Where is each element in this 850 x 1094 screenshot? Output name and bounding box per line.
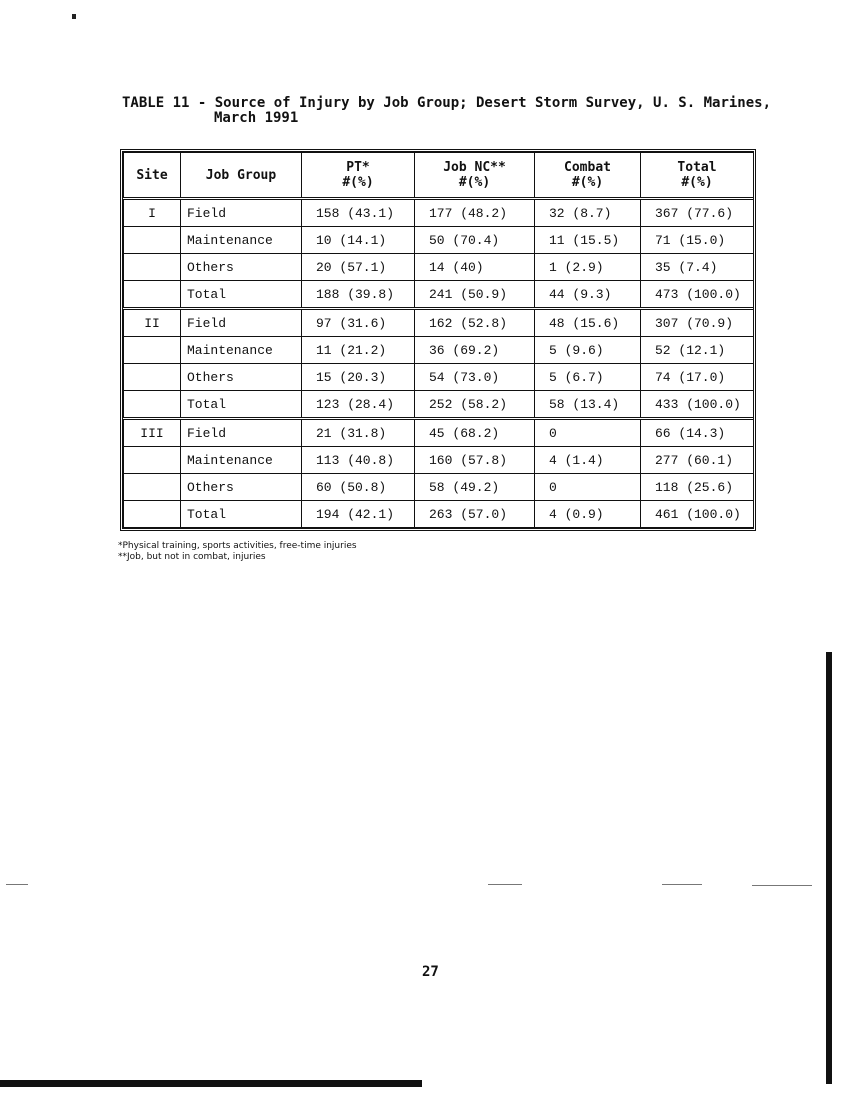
header-pt-sub: #(%) xyxy=(342,175,374,190)
job-group-cell: Field xyxy=(181,419,302,447)
header-job-nc-label: Job NC** xyxy=(443,160,506,175)
table-row xyxy=(124,281,754,309)
table-row xyxy=(124,391,754,419)
combat-cell: 1 (2.9) xyxy=(535,254,641,281)
header-pt-label: PT* xyxy=(346,160,370,175)
pt-cell: 113 (40.8) xyxy=(302,447,415,474)
header-total xyxy=(641,153,754,199)
job-group-cell: Others xyxy=(181,254,302,281)
table-row xyxy=(124,419,754,447)
job-group-cell: Total xyxy=(181,281,302,309)
table-row xyxy=(124,227,754,254)
total-cell: 74 (17.0) xyxy=(641,364,754,391)
scan-mark xyxy=(752,885,812,886)
table-row xyxy=(124,309,754,337)
scan-speck xyxy=(72,14,76,19)
job-group-cell: Others xyxy=(181,474,302,501)
table-row xyxy=(124,199,754,227)
scan-mark xyxy=(6,884,28,885)
pt-cell: 194 (42.1) xyxy=(302,501,415,528)
total-cell: 35 (7.4) xyxy=(641,254,754,281)
total-cell: 307 (70.9) xyxy=(641,309,754,337)
pt-cell: 11 (21.2) xyxy=(302,337,415,364)
combat-cell: 4 (0.9) xyxy=(535,501,641,528)
site-cell xyxy=(124,254,181,281)
table-row xyxy=(124,364,754,391)
site-cell xyxy=(124,447,181,474)
scan-edge-bottom xyxy=(0,1080,422,1087)
job-nc-cell: 36 (69.2) xyxy=(415,337,535,364)
site-cell xyxy=(124,227,181,254)
total-cell: 461 (100.0) xyxy=(641,501,754,528)
pt-cell: 60 (50.8) xyxy=(302,474,415,501)
header-combat xyxy=(535,153,641,199)
job-nc-cell: 252 (58.2) xyxy=(415,391,535,419)
total-cell: 367 (77.6) xyxy=(641,199,754,227)
header-job-nc-sub: #(%) xyxy=(458,175,491,190)
job-group-cell: Maintenance xyxy=(181,337,302,364)
table-row xyxy=(124,337,754,364)
job-group-cell: Field xyxy=(181,199,302,227)
combat-cell: 44 (9.3) xyxy=(535,281,641,309)
table-row xyxy=(124,254,754,281)
page-number: 27 xyxy=(422,964,439,980)
title-line-1: TABLE 11 - Source of Injury by Job Group; Desert Storm Survey, U. S. Marines, xyxy=(122,95,772,111)
footnote-pt: *Physical training, sports activities, free-time injuries xyxy=(118,541,357,551)
total-cell: 118 (25.6) xyxy=(641,474,754,501)
job-nc-cell: 14 (40) xyxy=(415,254,535,281)
job-group-cell: Maintenance xyxy=(181,447,302,474)
combat-cell: 11 (15.5) xyxy=(535,227,641,254)
header-job-nc xyxy=(415,153,535,199)
title-line-2: March 1991 xyxy=(214,110,299,126)
total-cell: 277 (60.1) xyxy=(641,447,754,474)
combat-cell: 5 (9.6) xyxy=(535,337,641,364)
combat-cell: 48 (15.6) xyxy=(535,309,641,337)
job-group-cell: Total xyxy=(181,391,302,419)
scan-edge-right xyxy=(826,652,832,1084)
footnotes xyxy=(118,541,357,563)
table-row xyxy=(124,501,754,528)
pt-cell: 123 (28.4) xyxy=(302,391,415,419)
job-nc-cell: 263 (57.0) xyxy=(415,501,535,528)
pt-cell: 158 (43.1) xyxy=(302,199,415,227)
job-nc-cell: 160 (57.8) xyxy=(415,447,535,474)
footnote-job-nc: **Job, but not in combat, injuries xyxy=(118,552,266,562)
site-cell: II xyxy=(124,309,181,337)
table-title xyxy=(122,96,782,126)
total-cell: 433 (100.0) xyxy=(641,391,754,419)
job-nc-cell: 241 (50.9) xyxy=(415,281,535,309)
site-cell xyxy=(124,501,181,528)
injury-table xyxy=(123,152,754,528)
combat-cell: 4 (1.4) xyxy=(535,447,641,474)
pt-cell: 15 (20.3) xyxy=(302,364,415,391)
combat-cell: 0 xyxy=(535,419,641,447)
total-cell: 71 (15.0) xyxy=(641,227,754,254)
job-nc-cell: 162 (52.8) xyxy=(415,309,535,337)
scan-mark xyxy=(488,884,522,885)
table-row xyxy=(124,447,754,474)
pt-cell: 10 (14.1) xyxy=(302,227,415,254)
site-cell xyxy=(124,474,181,501)
injury-table-frame xyxy=(120,149,756,531)
job-nc-cell: 58 (49.2) xyxy=(415,474,535,501)
site-cell xyxy=(124,337,181,364)
job-nc-cell: 54 (73.0) xyxy=(415,364,535,391)
table-row xyxy=(124,474,754,501)
site-cell: I xyxy=(124,199,181,227)
job-group-cell: Others xyxy=(181,364,302,391)
header-pt xyxy=(302,153,415,199)
combat-cell: 32 (8.7) xyxy=(535,199,641,227)
total-cell: 52 (12.1) xyxy=(641,337,754,364)
site-cell: III xyxy=(124,419,181,447)
pt-cell: 97 (31.6) xyxy=(302,309,415,337)
header-combat-sub: #(%) xyxy=(571,175,604,190)
job-nc-cell: 177 (48.2) xyxy=(415,199,535,227)
combat-cell: 5 (6.7) xyxy=(535,364,641,391)
total-cell: 66 (14.3) xyxy=(641,419,754,447)
header-row xyxy=(124,153,754,199)
job-nc-cell: 45 (68.2) xyxy=(415,419,535,447)
job-group-cell: Maintenance xyxy=(181,227,302,254)
header-total-label: Total xyxy=(677,160,717,175)
site-cell xyxy=(124,281,181,309)
site-cell xyxy=(124,391,181,419)
job-group-cell: Total xyxy=(181,501,302,528)
header-combat-label: Combat xyxy=(564,160,611,175)
total-cell: 473 (100.0) xyxy=(641,281,754,309)
site-cell xyxy=(124,364,181,391)
pt-cell: 21 (31.8) xyxy=(302,419,415,447)
header-job-group: Job Group xyxy=(181,153,302,199)
header-total-sub: #(%) xyxy=(681,175,713,190)
pt-cell: 20 (57.1) xyxy=(302,254,415,281)
pt-cell: 188 (39.8) xyxy=(302,281,415,309)
job-nc-cell: 50 (70.4) xyxy=(415,227,535,254)
combat-cell: 58 (13.4) xyxy=(535,391,641,419)
job-group-cell: Field xyxy=(181,309,302,337)
header-site: Site xyxy=(124,153,181,199)
scan-mark xyxy=(662,884,702,885)
combat-cell: 0 xyxy=(535,474,641,501)
